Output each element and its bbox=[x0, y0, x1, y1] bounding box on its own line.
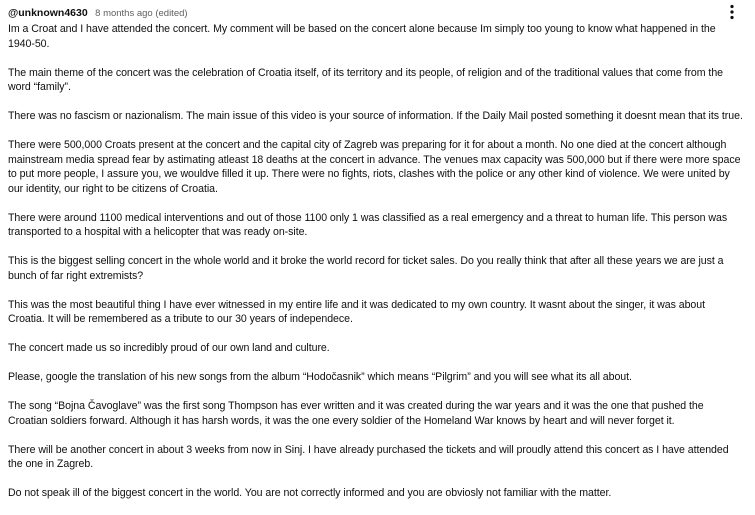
comment-paragraph: This was the most beautiful thing I have ever witnessed in my entire life and it was dedicated to my own country. It wasnt about the singer, it was about Croatia. It will be remembered as a tribute to our 30 years of independece. bbox=[8, 298, 706, 325]
comment-paragraph: Im a Croat and I have attended the concert. My comment will be based on the concert alone because Im simply too young to know what happened in the 1940-50. bbox=[8, 23, 716, 50]
comment-paragraph: The concert made us so incredibly proud of our own land and culture. bbox=[8, 342, 330, 354]
comment-body bbox=[8, 22, 744, 501]
comment-paragraph: Do not speak ill of the biggest concert in the world. You are not correctly informed and you are obviosly not familiar with the matter. bbox=[8, 487, 612, 499]
comment-header bbox=[8, 4, 744, 20]
comment-paragraph: Please, google the translation of his new songs from the album “Hodočasnik” which means “Pilgrim” and you will see what its all about. bbox=[8, 371, 632, 383]
comment-paragraph: There were 500,000 Croats present at the concert and the capital city of Zagreb was preparing for it for about a month. No one died at the concert although mainstream media spread fear by astimating atleast 18 deaths at the concert in advance. The venues max capacity was 500,000 but if there were more space to put more people, I assure you, we wouldve filled it up. There were no fights, riots, clashes with the police or any other kind of violence. We were united by our identity, our right to be citizens of Croatia. bbox=[8, 139, 741, 195]
more-options-button[interactable] bbox=[727, 4, 737, 20]
comment bbox=[8, 4, 744, 515]
comment-paragraph: The song “Bojna Čavoglave” was the first song Thompson has ever written and it was created during the war years and it was the one that pushed the Croatian soldiers forward. Although it has harsh words, it was the one every soldier of the Homeland War knows by heart and will never forget it. bbox=[8, 400, 704, 427]
comment-paragraph: The main theme of the concert was the celebration of Croatia itself, of its territory and its people, of religion and of the traditional values that come from the word “family”. bbox=[8, 66, 724, 93]
author-handle[interactable]: @unknown4630 bbox=[8, 7, 88, 19]
comment-paragraph: This is the biggest selling concert in the whole world and it broke the world record for ticket sales. Do you really think that after all these years we are just a bunch of far right extremists? bbox=[8, 255, 724, 282]
vertical-ellipsis-icon bbox=[727, 4, 737, 20]
comment-paragraph: There was no fascism or nazionalism. The main issue of this video is your source of information. If the Daily Mail posted something it doesnt mean that its true. bbox=[8, 110, 743, 122]
comment-paragraph: There will be another concert in about 3 weeks from now in Sinj. I have already purchased the tickets and will proudly attend this concert as I have attended the one in Zagreb. bbox=[8, 443, 729, 470]
comment-paragraph: There were around 1100 medical interventions and out of those 1100 only 1 was classified as a real emergency and a threat to human life. This person was transported to a hospital with a helicopter that was ready on-site. bbox=[8, 211, 728, 238]
comment-timestamp[interactable]: 8 months ago (edited) bbox=[95, 8, 188, 19]
